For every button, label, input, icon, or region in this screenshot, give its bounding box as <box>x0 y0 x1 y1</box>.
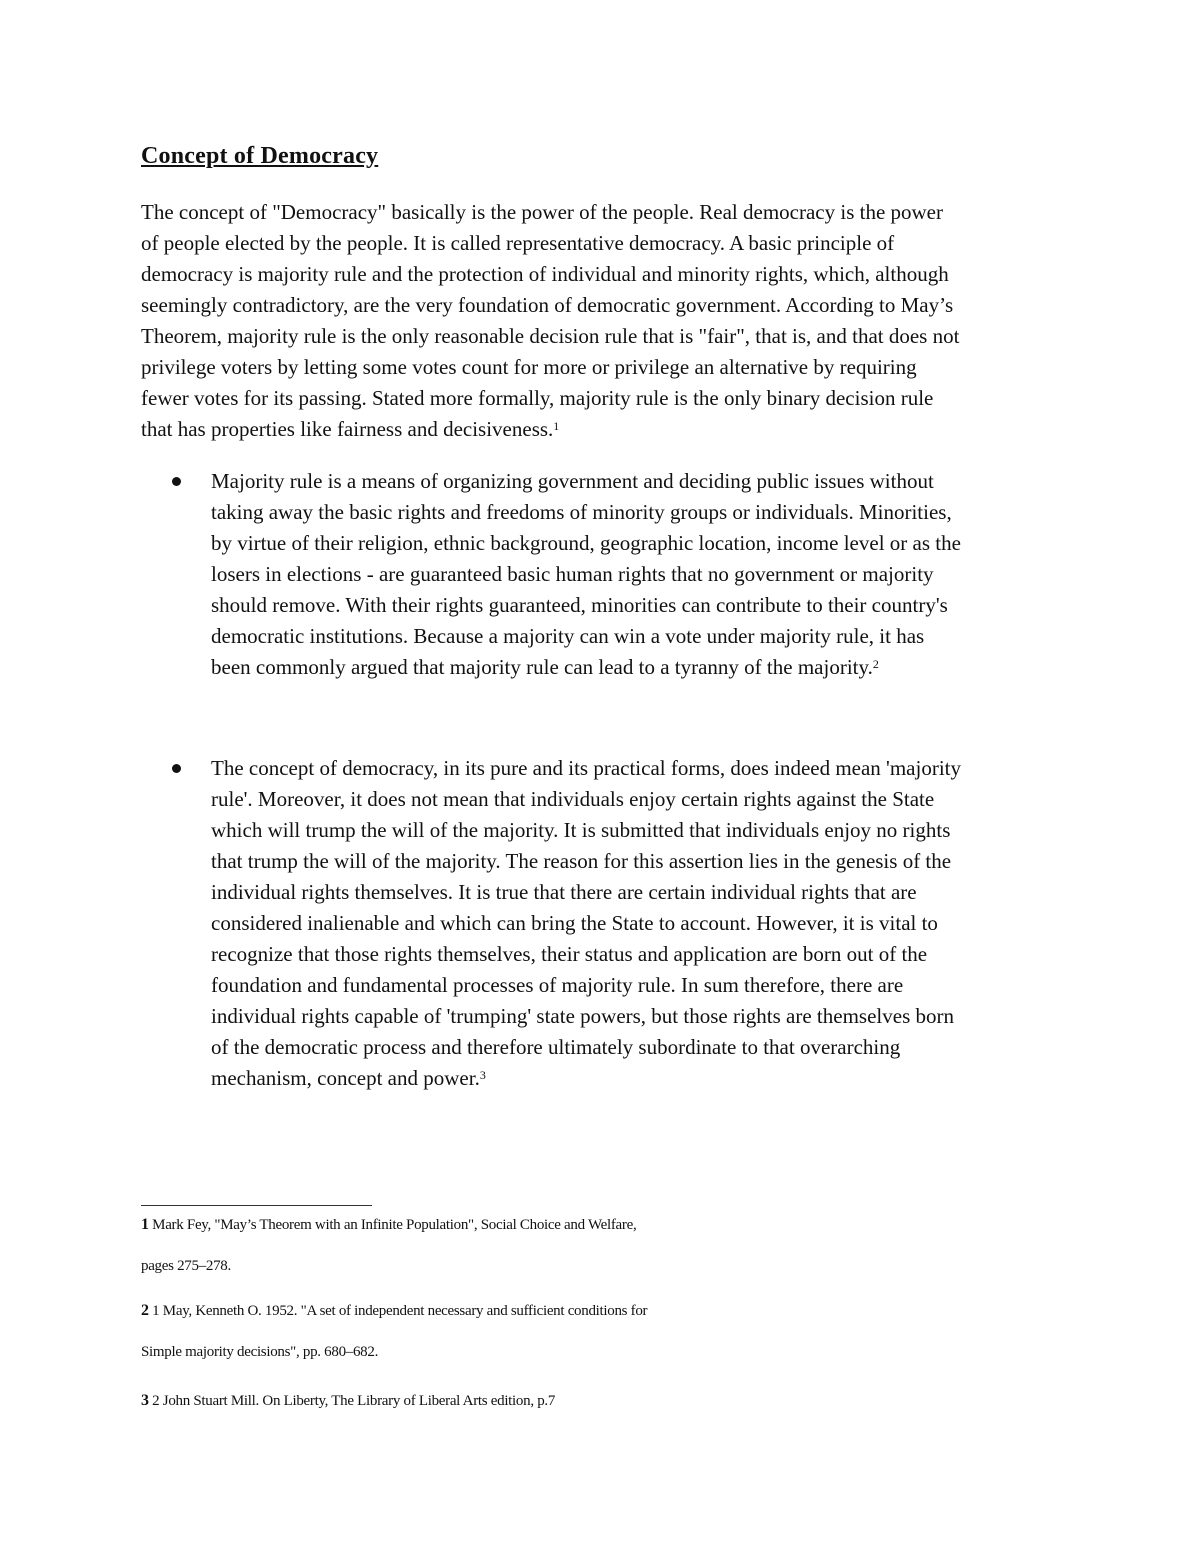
text-line: considered inalienable and which can bring the State to account. However, it is vital to <box>211 911 938 935</box>
text-line: foundation and fundamental processes of majority rule. In sum therefore, there are <box>211 973 904 997</box>
text-line: individual rights capable of 'trumping' state powers, but those rights are themselves born <box>211 1004 954 1028</box>
text-line-content: mechanism, concept and power. <box>211 1066 480 1090</box>
text-line: Majority rule is a means of organizing government and deciding public issues without <box>211 469 934 493</box>
footnote-text: 1 May, Kenneth O. 1952. "A set of independent necessary and sufficient conditions for <box>152 1303 648 1319</box>
text-line: of people elected by the people. It is called representative democracy. A basic principle of <box>141 231 895 255</box>
text-line <box>211 1063 961 1094</box>
footnote-text: 2 John Stuart Mill. On Liberty, The Library of Liberal Arts edition, p.7 <box>152 1393 556 1409</box>
text-line-content: that has properties like fairness and decisiveness. <box>141 417 554 441</box>
text-line: recognize that those rights themselves, their status and application are born out of the <box>211 942 928 966</box>
text-line: democratic institutions. Because a majority can win a vote under majority rule, it has <box>211 624 925 648</box>
text-line: that trump the will of the majority. The reason for this assertion lies in the genesis of the <box>211 849 952 873</box>
text-line: Theorem, majority rule is the only reasonable decision rule that is "fair", that is, and that does not <box>141 324 960 348</box>
bullet-icon <box>172 764 181 773</box>
footnote-number: 2 <box>141 1302 149 1319</box>
footnote-text: Mark Fey, "May’s Theorem with an Infinite Population", Social Choice and Welfare, <box>152 1217 637 1233</box>
text-line: by virtue of their religion, ethnic background, geographic location, income level or as the <box>211 531 961 555</box>
intro-paragraph <box>141 197 959 445</box>
footnote-1-cont: pages 275–278. <box>141 1258 231 1274</box>
footnote-ref[interactable]: 3 <box>479 1068 486 1082</box>
text-line-content: been commonly argued that majority rule can lead to a tyranny of the majority. <box>211 655 873 679</box>
footnote-1 <box>141 1216 636 1234</box>
footnote-2 <box>141 1302 647 1320</box>
footnote-ref[interactable]: 1 <box>553 419 560 433</box>
text-line: should remove. With their rights guaranteed, minorities can contribute to their country's <box>211 593 948 617</box>
text-line: rule'. Moreover, it does not mean that individuals enjoy certain rights against the State <box>211 787 935 811</box>
footnote-number: 1 <box>141 1216 149 1233</box>
text-line: individual rights themselves. It is true that there are certain individual rights that are <box>211 880 917 904</box>
text-line: which will trump the will of the majority. It is submitted that individuals enjoy no rights <box>211 818 951 842</box>
text-line: The concept of democracy, in its pure and its practical forms, does indeed mean 'majority <box>211 756 961 780</box>
text-line: The concept of "Democracy" basically is the power of the people. Real democracy is the power <box>141 200 943 224</box>
text-line: losers in elections - are guaranteed basic human rights that no government or majority <box>211 562 934 586</box>
text-line: seemingly contradictory, are the very foundation of democratic government. According to May’s <box>141 293 954 317</box>
text-line: fewer votes for its passing. Stated more formally, majority rule is the only binary decision rule <box>141 386 934 410</box>
footnote-number: 3 <box>141 1392 149 1409</box>
text-line <box>211 652 961 683</box>
footnote-3 <box>141 1392 555 1410</box>
text-line <box>141 414 959 445</box>
bullet-item <box>211 753 961 1094</box>
text-line: privilege voters by letting some votes count for more or privilege an alternative by requiring <box>141 355 917 379</box>
text-line: of the democratic process and therefore ultimately subordinate to that overarching <box>211 1035 901 1059</box>
footnote-2-cont: Simple majority decisions", pp. 680–682. <box>141 1344 379 1360</box>
footnote-separator <box>141 1205 372 1206</box>
text-line: taking away the basic rights and freedoms of minority groups or individuals. Minorities, <box>211 500 952 524</box>
footnote-ref[interactable]: 2 <box>872 657 879 671</box>
page-title: Concept of Democracy <box>141 143 379 169</box>
bullet-item <box>211 466 961 683</box>
bullet-icon <box>172 477 181 486</box>
text-line: democracy is majority rule and the protection of individual and minority rights, which, although <box>141 262 949 286</box>
